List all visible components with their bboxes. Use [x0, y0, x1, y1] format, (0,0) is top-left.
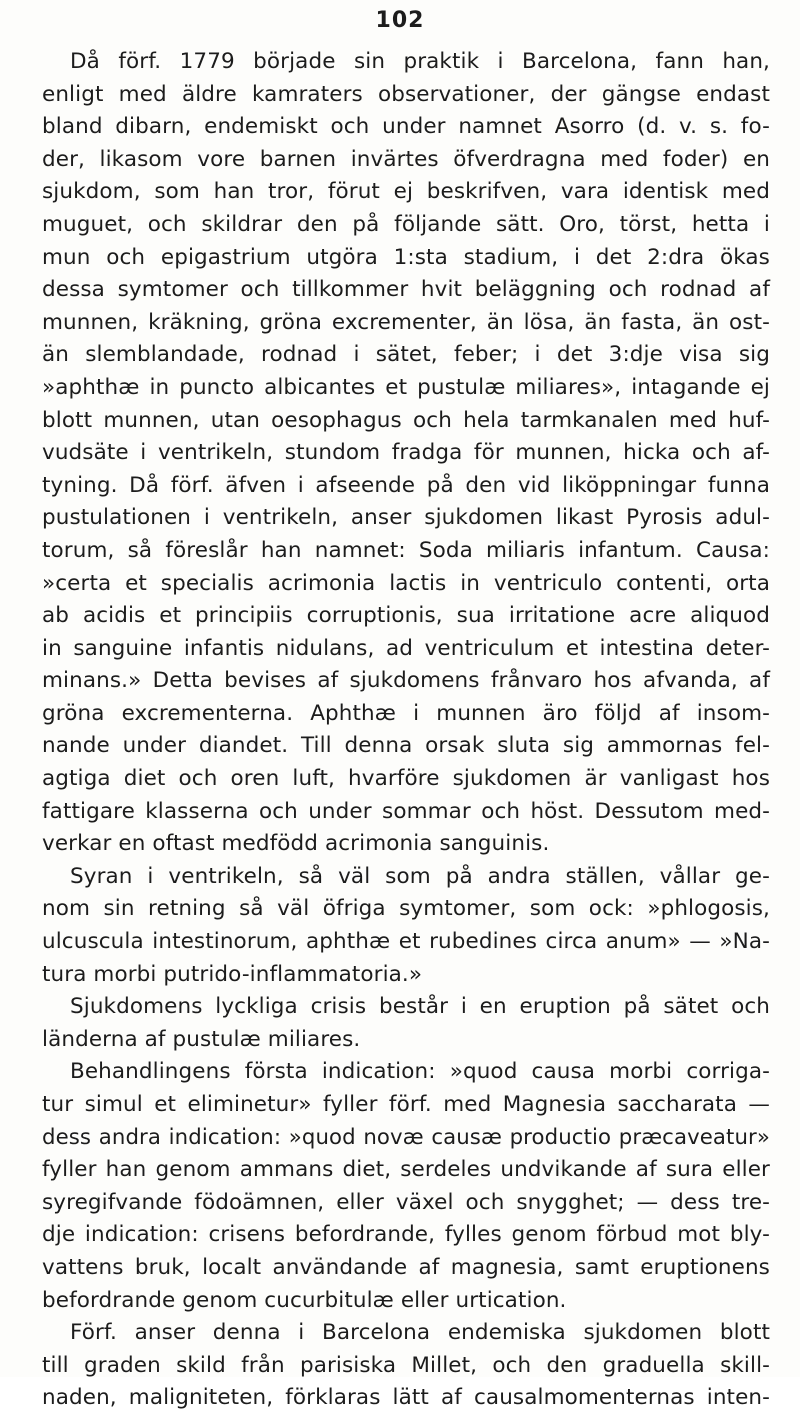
text-line: der, likasom vore barnen invärtes öfverdragna med foder) en — [42, 146, 770, 172]
text-line: nom sin retning så väl öfriga symtomer, som ock: »phlogosis, — [42, 896, 770, 922]
text-line: pustulationen i ventrikeln, anser sjukdomen likast Pyrosis adul- — [42, 505, 770, 531]
text-line: Då förf. 1779 började sin praktik i Barcelona, fann han, — [70, 49, 770, 74]
text-line: till graden skild från parisiska Millet, och den graduella skill- — [42, 1352, 770, 1378]
text-line: naden, maligniteten, förklaras lätt af causalmomenternas inten- — [42, 1385, 770, 1411]
text-line: mun och epigastrium utgöra 1:sta stadium, i det 2:dra ökas — [42, 244, 770, 270]
text-line: dess andra indication: »quod novæ causæ productio præcaveatur» — [42, 1124, 770, 1150]
text-line: tur simul et eliminetur» fyller förf. med Magnesia saccharata — — [42, 1092, 770, 1117]
text-line: gröna excrementerna. Aphthæ i munnen äro följd af insom- — [42, 700, 770, 726]
text-line: fyller han genom ammans diet, serdeles undvikande af sura eller — [42, 1157, 770, 1183]
text-line: minans.» Detta bevises af sjukdomens frånvaro hos afvanda, af — [42, 668, 770, 694]
text-line: sjukdom, som han tror, förut ej beskrifven, vara identisk med — [42, 179, 770, 205]
text-line: Behandlingens första indication: »quod causa morbi corriga- — [70, 1059, 770, 1085]
text-line: »aphthæ in puncto albicantes et pustulæ miliares», intagande ej — [42, 374, 770, 400]
text-line: bland dibarn, endemiskt och under namnet Asorro (d. v. s. fo- — [42, 114, 770, 140]
text-line: torum, så föreslår han namnet: Soda miliaris infantum. Causa: — [42, 537, 770, 563]
page-number: 102 — [375, 8, 425, 33]
text-line: vattens bruk, localt användande af magnesia, samt eruptionens — [42, 1254, 770, 1280]
text-line: ulcuscula intestinorum, aphthæ et rubedines circa anum» — »Na- — [42, 929, 770, 955]
text-line: nande under diandet. Till denna orsak sluta sig ammornas fel- — [42, 733, 770, 759]
text-line: agtiga diet och oren luft, hvarföre sjukdomen är vanligast hos — [42, 766, 770, 792]
text-line: Sjukdomens lyckliga crisis består i en eruption på sätet och — [70, 994, 770, 1020]
text-line: verkar en oftast medfödd acrimonia sanguinis. — [42, 831, 550, 857]
text-line: befordrande genom cucurbitulæ eller urtication. — [42, 1287, 567, 1313]
text-line: enligt med äldre kamraters observationer, der gängse endast — [42, 81, 770, 107]
body-text — [42, 46, 770, 1415]
text-line: än slemblandade, rodnad i sätet, feber; i det 3:dje visa sig — [42, 342, 770, 368]
text-line: syregifvande födoämnen, eller växel och snygghet; — dess tre- — [42, 1189, 770, 1215]
text-line: »certa et specialis acrimonia lactis in ventriculo contenti, orta — [42, 570, 770, 596]
text-line: ab acidis et principiis corruptionis, sua irritatione acre aliquod — [42, 603, 770, 629]
text-line: in sanguine infantis nidulans, ad ventriculum et intestina deter- — [42, 635, 770, 661]
text-line: munnen, kräkning, gröna excrementer, än lösa, än fasta, än ost- — [42, 309, 770, 335]
text-line: Syran i ventrikeln, så väl som på andra ställen, vållar ge- — [70, 863, 770, 889]
text-line: vudsäte i ventrikeln, stundom fradga för munnen, hicka och af- — [42, 440, 770, 466]
text-line: dessa symtomer och tillkommer hvit beläggning och rodnad af — [42, 277, 770, 303]
text-line: tyning. Då förf. äfven i afseende på den vid liköppningar funna — [42, 472, 770, 498]
text-line: tura morbi putrido-inflammatoria.» — [42, 961, 423, 987]
text-line: muguet, och skildrar den på följande sätt. Oro, törst, hetta i — [42, 211, 770, 237]
text-line: Förf. anser denna i Barcelona endemiska sjukdomen blott — [70, 1320, 770, 1346]
text-line: fattigare klasserna och under sommar och höst. Dessutom med- — [42, 798, 770, 824]
text-line: länderna af pustulæ miliares. — [42, 1026, 361, 1052]
text-line: dje indication: crisens befordrande, fylles genom förbud mot bly- — [42, 1222, 770, 1248]
text-line: blott munnen, utan oesophagus och hela tarmkanalen med huf- — [42, 407, 770, 433]
